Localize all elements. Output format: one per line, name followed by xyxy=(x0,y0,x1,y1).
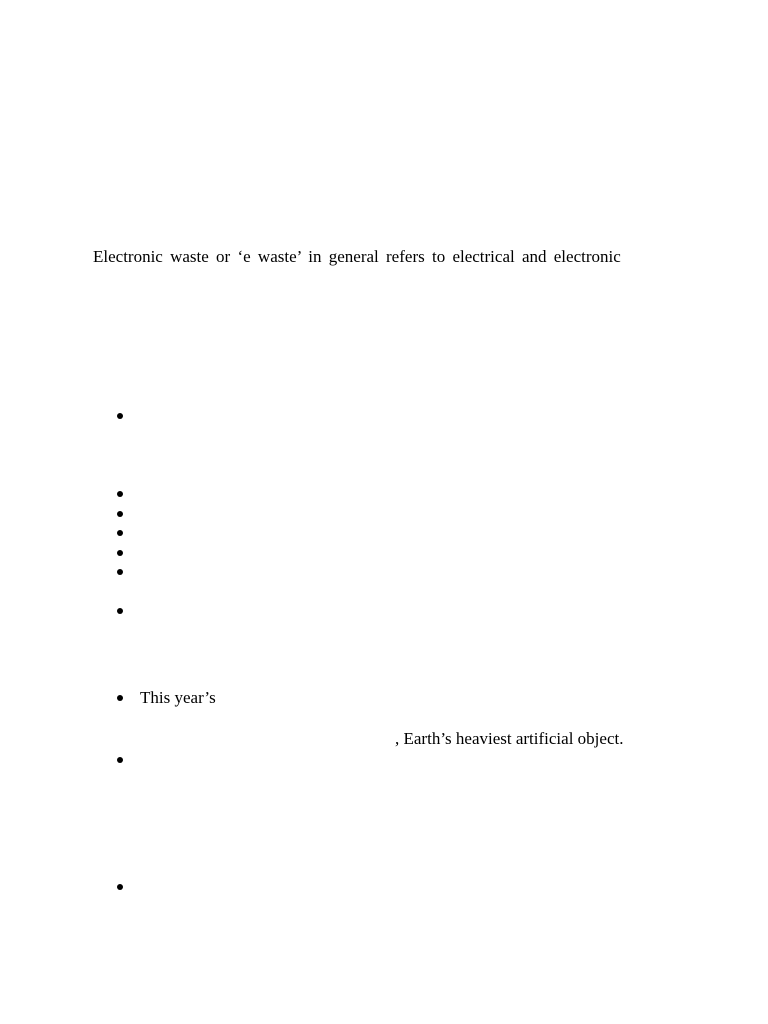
bullet-marker xyxy=(117,413,123,419)
bullet-marker xyxy=(117,511,123,517)
bullet-marker xyxy=(117,569,123,575)
intro-paragraph: Electronic waste or ‘e waste’ in general refers to electrical and electronic xyxy=(93,247,621,266)
bullet-text: This year’s xyxy=(140,688,216,707)
bullet-marker xyxy=(117,608,123,614)
continuation-text: , Earth’s heaviest artificial object. xyxy=(395,729,624,748)
bullet-marker xyxy=(117,757,123,763)
bullet-marker xyxy=(117,884,123,890)
bullet-marker xyxy=(117,695,123,701)
bullet-marker xyxy=(117,491,123,497)
bullet-marker xyxy=(117,550,123,556)
bullet-marker xyxy=(117,530,123,536)
